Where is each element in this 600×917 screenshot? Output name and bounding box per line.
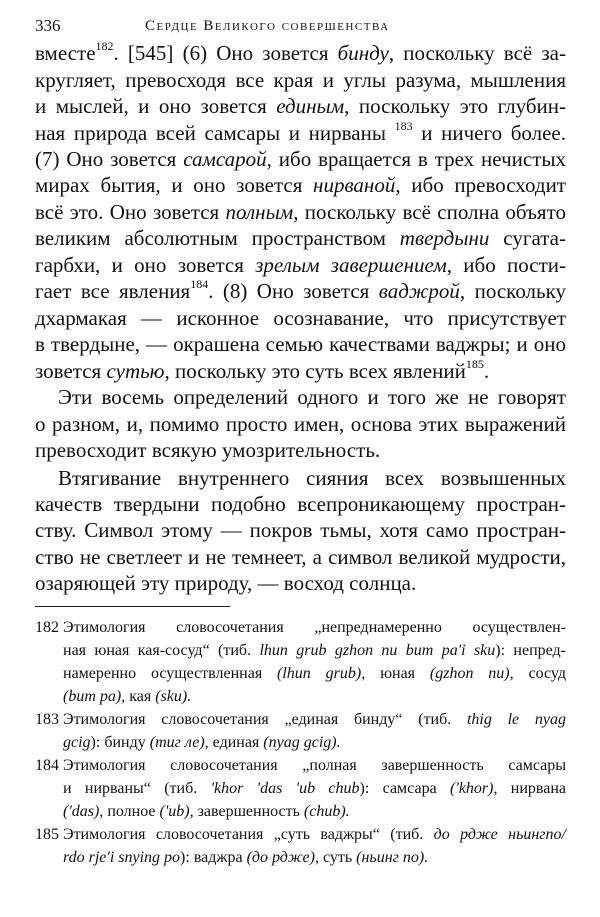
text-run: нирвана xyxy=(497,780,567,797)
text-line xyxy=(35,252,566,278)
text-run: ): самсара xyxy=(359,780,451,797)
text-line xyxy=(35,278,566,304)
text-line xyxy=(35,358,566,384)
text-run: ): бинду xyxy=(90,734,150,751)
text-line xyxy=(58,384,566,410)
text-run: , поскольку это суть всех явлений xyxy=(164,359,466,383)
italic-term: ('khor), xyxy=(450,780,498,797)
italic-term: gcig xyxy=(63,734,91,751)
page-number: 336 xyxy=(35,16,61,35)
text-run: Этимология словосочетания „суть ваджры“ (тиб. xyxy=(63,826,434,843)
italic-term: 'khor 'das 'ub chub xyxy=(210,780,360,797)
text-run: (7) Оно зовется xyxy=(35,147,184,171)
italic-term: ('das), xyxy=(63,803,104,820)
footnote-number: 183 xyxy=(35,711,59,728)
footnote-line xyxy=(63,664,566,684)
italic-term: (gzhon nu), xyxy=(429,665,514,682)
footnote-line xyxy=(35,825,566,845)
text-run: Этимология словосочетания „непреднамеренно осуществлен- xyxy=(63,619,566,636)
text-run: Эти восемь определений одного и того же не говорят xyxy=(58,385,566,409)
text-run: единая xyxy=(208,734,264,751)
italic-term: ваджрой xyxy=(378,279,460,303)
text-run: гает все явления xyxy=(35,279,191,303)
footnote-ref: 184 xyxy=(190,277,209,291)
italic-term: бинду xyxy=(337,41,389,65)
text-run: , ибо вращается в трех нечистых xyxy=(266,147,566,171)
footnote-line xyxy=(35,756,566,776)
text-line xyxy=(35,570,566,596)
text-line xyxy=(35,411,566,437)
text-run: озаряющей эту природу, — восход солнца. xyxy=(35,571,417,595)
text-run: ству. Символ этому — покров тьмы, хотя само простран- xyxy=(35,518,566,542)
italic-term: thig le nyag xyxy=(466,711,566,728)
footnote-line xyxy=(63,641,566,661)
text-run: , ибо пости- xyxy=(446,253,566,277)
text-run: и нирваны“ (тиб. xyxy=(63,780,211,797)
text-run: . xyxy=(483,359,490,383)
text-run: намеренно осуществленная xyxy=(63,665,278,682)
text-line xyxy=(35,146,566,172)
footnote-ref: 183 xyxy=(394,119,413,133)
text-run: зовется xyxy=(35,359,107,383)
text-run: в твердыне, — окрашена семью качествами ваджры; и оно xyxy=(35,332,566,356)
text-run: качеств твердыни подобно всепроникающему простран- xyxy=(35,492,566,516)
footnote-line xyxy=(63,779,566,799)
italic-term: (lhun grub), xyxy=(277,665,366,682)
text-run: , поскольку xyxy=(459,279,567,303)
text-run: о разном, и, помимо просто имен, основа этих выражений xyxy=(35,412,566,436)
italic-term: нирваной xyxy=(313,173,396,197)
text-run: превосходит всякую умозрительность. xyxy=(35,438,381,462)
footnote-divider xyxy=(35,606,230,607)
footnote-number: 184 xyxy=(35,757,59,774)
italic-term: самсарой xyxy=(183,147,267,171)
text-run: Втягивание внутреннего сияния всех возвышенных xyxy=(58,466,566,490)
text-line xyxy=(35,93,566,119)
italic-term: (ньинг по). xyxy=(356,849,429,866)
italic-term: зрелым завершением xyxy=(255,253,447,277)
text-line xyxy=(35,517,566,543)
italic-term: (sku). xyxy=(155,688,192,705)
text-line xyxy=(35,199,566,225)
footnote-line xyxy=(35,618,566,638)
italic-term: lhun grub gzhon nu bum pa'i sku xyxy=(259,642,496,659)
text-run: великим абсолютным пространством xyxy=(35,226,400,250)
text-run: гарбхи, и оно зовется xyxy=(35,253,256,277)
text-run: вместе xyxy=(35,41,96,65)
italic-term: (nyag gcig). xyxy=(263,734,341,751)
italic-term: сутью xyxy=(106,359,165,383)
italic-term: (тиг ле), xyxy=(149,734,209,751)
text-run: сосуд xyxy=(513,665,566,682)
footnote-ref: 185 xyxy=(465,357,484,371)
text-run: ство не светлеет и не темнеет, а символ великой мудрости, xyxy=(35,545,566,569)
text-run: и мыслей, и оно зовется xyxy=(35,94,277,118)
text-run: кругляет, превосходя все края и углы разума, мышления xyxy=(35,68,566,92)
text-run: всё это. Оно зовется xyxy=(35,200,226,224)
text-line xyxy=(35,437,566,463)
running-title: Сердце Великого совершенства xyxy=(145,18,390,34)
text-line xyxy=(35,225,566,251)
text-line xyxy=(35,331,566,357)
footnote-line xyxy=(63,848,566,868)
text-line xyxy=(35,172,566,198)
text-line xyxy=(35,40,566,66)
text-run: дхармакая — исконное осознавание, что присутствует xyxy=(35,306,566,330)
footnote-line xyxy=(63,802,566,822)
text-run: ная юная кая-сосуд“ (тиб. xyxy=(63,642,260,659)
text-run: завершенность xyxy=(193,803,304,820)
text-run: , ибо превосходит xyxy=(395,173,566,197)
footnote-number: 182 xyxy=(35,619,59,636)
footnote-line xyxy=(63,733,566,753)
italic-term: ('ub), xyxy=(159,803,194,820)
text-run: суть xyxy=(318,849,357,866)
text-line xyxy=(35,305,566,331)
italic-term: полным xyxy=(225,200,294,224)
footnote-line xyxy=(63,687,566,707)
text-run: ): непред- xyxy=(495,642,567,659)
text-run: . (8) Оно зовется xyxy=(208,279,379,303)
text-line xyxy=(35,67,566,93)
text-run: , поскольку всё за- xyxy=(388,41,566,65)
footnote-ref: 182 xyxy=(95,39,114,53)
footnote-number: 185 xyxy=(35,826,59,843)
text-run: Этимология словосочетания „полная завершенность самсары xyxy=(63,757,566,774)
text-run: юная xyxy=(365,665,430,682)
text-line xyxy=(35,120,566,146)
italic-term: до рдже ньингпо/ xyxy=(433,826,566,843)
text-run: полное xyxy=(103,803,160,820)
footnote-line xyxy=(35,710,566,730)
italic-term: (bum pa), xyxy=(63,688,126,705)
italic-term: единым xyxy=(276,94,345,118)
text-run: , поскольку это глубин- xyxy=(344,94,566,118)
text-line xyxy=(35,491,566,517)
italic-term: rdo rje'i snying po xyxy=(63,849,181,866)
text-run: ): ваджра xyxy=(180,849,247,866)
text-run: кая xyxy=(125,688,156,705)
text-run: мирах бытия, и оно зовется xyxy=(35,173,314,197)
text-line xyxy=(35,544,566,570)
text-run: сугата- xyxy=(489,226,566,250)
italic-term: (до рдже), xyxy=(246,849,319,866)
text-line xyxy=(58,465,566,491)
italic-term: (chub). xyxy=(303,803,350,820)
text-run: . [545] (6) Оно зовется xyxy=(113,41,338,65)
text-run: Этимология словосочетания „единая бинду“ (тиб. xyxy=(63,711,467,728)
text-run: , поскольку всё сполна объято xyxy=(293,200,566,224)
italic-term: твердыни xyxy=(399,226,490,250)
text-run: ная природа всей самсары и нирваны xyxy=(35,121,395,145)
text-run: и ничего более. xyxy=(412,121,567,145)
